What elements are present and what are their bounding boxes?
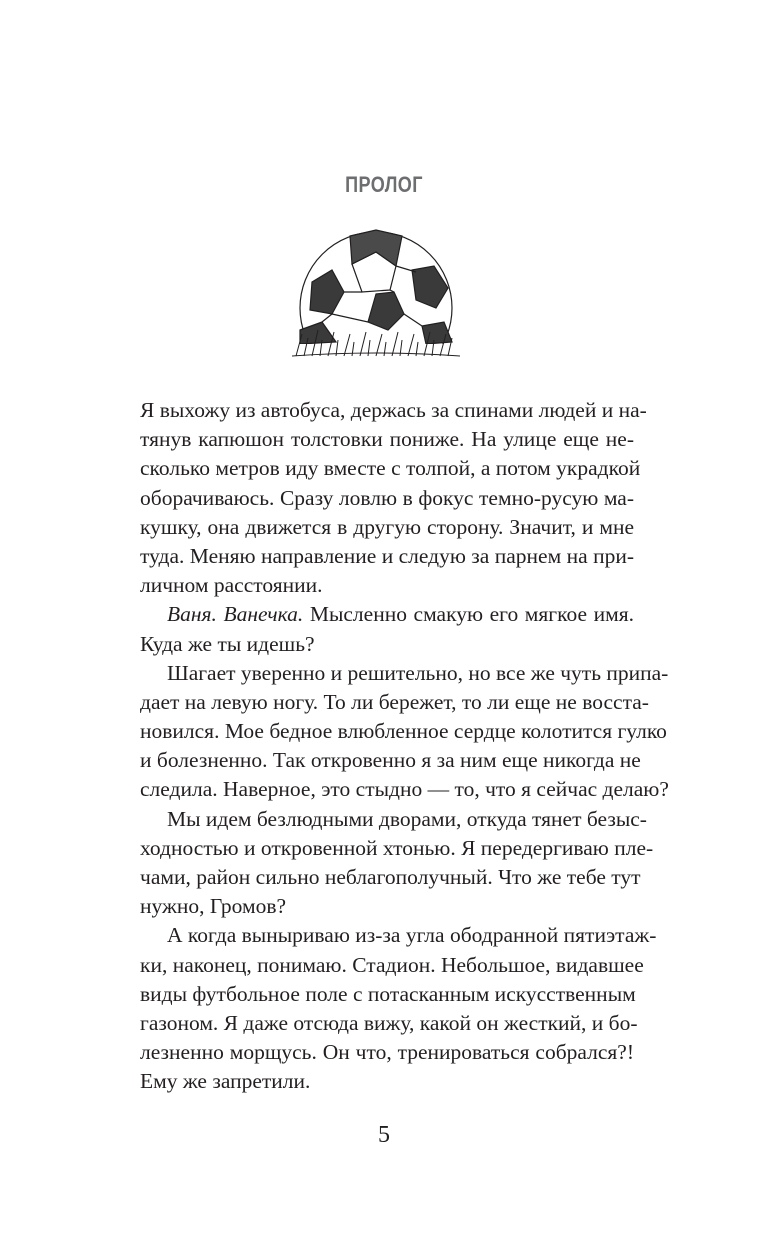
text-line bbox=[140, 600, 634, 629]
text-line: лезненно морщусь. Он что, тренироваться собрался?! bbox=[140, 1040, 634, 1065]
text-line: следила. Наверное, это стыдно — то, что я сейчас делаю? bbox=[140, 777, 669, 802]
text-line: и болезненно. Так откровенно я за ним еще никогда не bbox=[140, 748, 641, 773]
text-line: Я выхожу из автобуса, держась за спинами людей и на- bbox=[140, 398, 647, 422]
text-line: сколько метров иду вместе с толпой, а потом украдкой bbox=[140, 456, 641, 481]
text-line: Мы идем безлюдными дворами, откуда тянет безыс- bbox=[167, 806, 647, 831]
text-line: Ему же запретили. bbox=[140, 1069, 311, 1094]
text-line: чами, район сильно неблагополучный. Что же тебе тут bbox=[140, 865, 641, 889]
paragraph bbox=[140, 805, 654, 922]
text-line: кушку, она движется в другую сторону. Значит, и мне bbox=[140, 514, 634, 539]
text-line: виды футбольное поле с потасканным искусственным bbox=[140, 981, 636, 1006]
text-line: ходностью и откровенной хтонью. Я передергиваю пле- bbox=[140, 835, 654, 860]
text-line: личном расстоянии. bbox=[140, 573, 323, 598]
paragraph bbox=[140, 600, 634, 658]
line-text: Мысленно смакую его мягкое имя. bbox=[303, 602, 634, 627]
body-text bbox=[140, 396, 669, 1097]
text-line: тянув капюшон толстовки пониже. На улице еще не- bbox=[140, 427, 634, 452]
soccer-ball-illustration bbox=[292, 222, 460, 362]
text-line: туда. Меняю направление и следую за парнем на при- bbox=[140, 543, 634, 568]
text-line: газоном. Я даже отсюда вижу, какой он жесткий, и бо- bbox=[140, 1010, 638, 1035]
paragraph bbox=[140, 921, 657, 1096]
text-line: ки, наконец, понимаю. Стадион. Небольшое, видавшее bbox=[140, 952, 644, 977]
text-line: оборачиваюсь. Сразу ловлю в фокус темно-русую ма- bbox=[140, 485, 634, 510]
text-line: Шагает уверенно и решительно, но все же чуть припа- bbox=[167, 660, 669, 685]
text-line: Куда же ты идешь? bbox=[140, 631, 315, 656]
text-line: новился. Мое бедное влюбленное сердце колотится гулко bbox=[140, 719, 667, 744]
page-number: 5 bbox=[378, 1122, 390, 1148]
paragraph bbox=[140, 659, 669, 805]
text-line: дает на левую ногу. То ли бережет, то ли еще не восста- bbox=[140, 689, 649, 714]
chapter-title: ПРОЛОГ bbox=[345, 172, 423, 197]
paragraph bbox=[140, 396, 647, 600]
text-line: нужно, Громов? bbox=[140, 894, 287, 919]
italic-text: Ваня. Ванечка. bbox=[167, 602, 304, 627]
text-line: А когда выныриваю из-за угла ободранной пятиэтаж- bbox=[167, 923, 657, 948]
